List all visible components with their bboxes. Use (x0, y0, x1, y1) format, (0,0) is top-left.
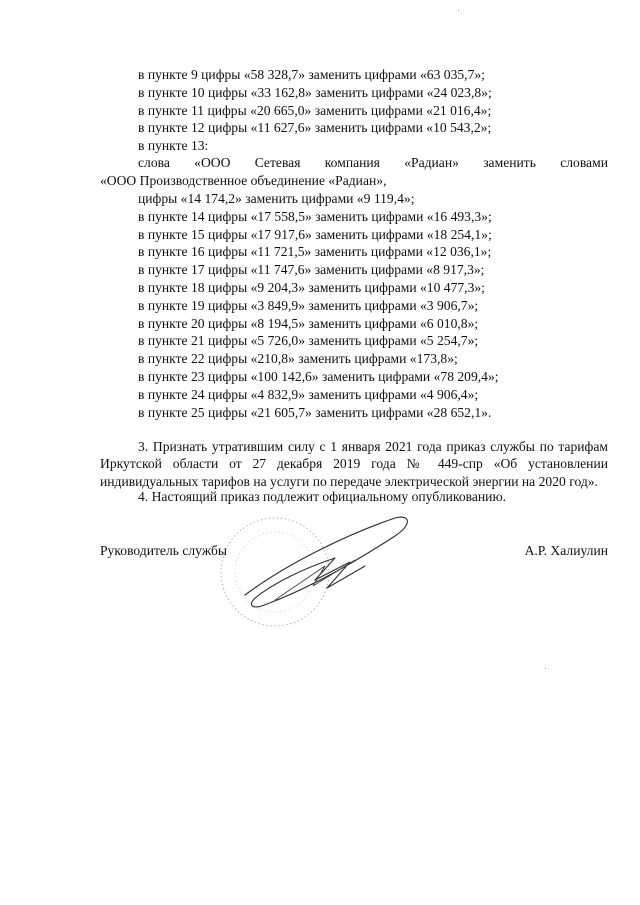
amendments-list-bottom (138, 190, 608, 421)
list-item: в пункте 21 цифры «5 726,0» заменить цифрами «5 254,7»; (138, 333, 479, 349)
list-item: в пункте 9 цифры «58 328,7» заменить цифрами «63 035,7»; (138, 67, 485, 82)
paragraph-3: 3. Признать утратившим силу с 1 января 2021 года приказ службы по тарифам Иркутской области от 27 декабря 2019 года № 449-спр «Об установлении индивидуальных тарифов на услуги по передаче электрической энергии на 2020 год». (100, 438, 608, 490)
list-item: в пункте 16 цифры «11 721,5» заменить цифрами «12 036,1»; (138, 244, 492, 260)
list-item: в пункте 22 цифры «210,8» заменить цифрами «173,8»; (138, 351, 458, 367)
list-item: в пункте 19 цифры «3 849,9» заменить цифрами «3 906,7»; (138, 297, 479, 313)
word: компания (324, 155, 380, 170)
list-item: в пункте 11 цифры «20 665,0» заменить цифрами «21 016,4»; (138, 102, 492, 118)
list-item: в пункте 12 цифры «11 627,6» заменить цифрами «10 543,2»; (138, 120, 492, 136)
amendments-list-top (138, 66, 608, 155)
signature-mark (245, 517, 407, 607)
word: «ООО (194, 155, 231, 170)
seal-stamp (221, 518, 329, 626)
words-replacement-first-line (100, 154, 608, 172)
word: словами (560, 155, 608, 170)
list-item: в пункте 13: (138, 138, 209, 154)
signature-position: Руководитель службы (100, 543, 228, 558)
signature-name: А.Р. Халиулин (524, 543, 608, 558)
word: Сетевая (254, 155, 301, 170)
list-item: в пункте 18 цифры «9 204,3» заменить цифрами «10 477,3»; (138, 279, 485, 295)
paragraph-4: 4. Настоящий приказ подлежит официальному опубликованию. (138, 489, 506, 504)
list-item: в пункте 25 цифры «21 605,7» заменить цифрами «28 652,1». (138, 404, 492, 420)
list-item: в пункте 17 цифры «11 747,6» заменить цифрами «8 917,3»; (138, 262, 485, 278)
word: заменить (483, 155, 536, 170)
list-item: в пункте 14 цифры «17 558,5» заменить цифрами «16 493,3»; (138, 208, 492, 224)
list-item: в пункте 20 цифры «8 194,5» заменить цифрами «6 010,8»; (138, 315, 479, 331)
stamp-signature-graphic (215, 500, 415, 650)
list-item: в пункте 15 цифры «17 917,6» заменить цифрами «18 254,1»; (138, 226, 492, 242)
list-item: в пункте 23 цифры «100 142,6» заменить цифрами «78 209,4»; (138, 368, 499, 384)
word: «Радиан» (404, 155, 459, 170)
word: слова (138, 155, 170, 170)
scan-speck (458, 10, 459, 11)
list-item: в пункте 24 цифры «4 832,9» заменить цифрами «4 906,4»; (138, 386, 479, 402)
scan-speck (545, 668, 546, 669)
words-replacement-continuation: «ООО Производственное объединение «Радиан», (100, 172, 387, 188)
list-item: цифры «14 174,2» заменить цифрами «9 119,4»; (138, 191, 415, 206)
words-replacement (100, 154, 608, 190)
list-item: в пункте 10 цифры «33 162,8» заменить цифрами «24 023,8»; (138, 84, 492, 100)
